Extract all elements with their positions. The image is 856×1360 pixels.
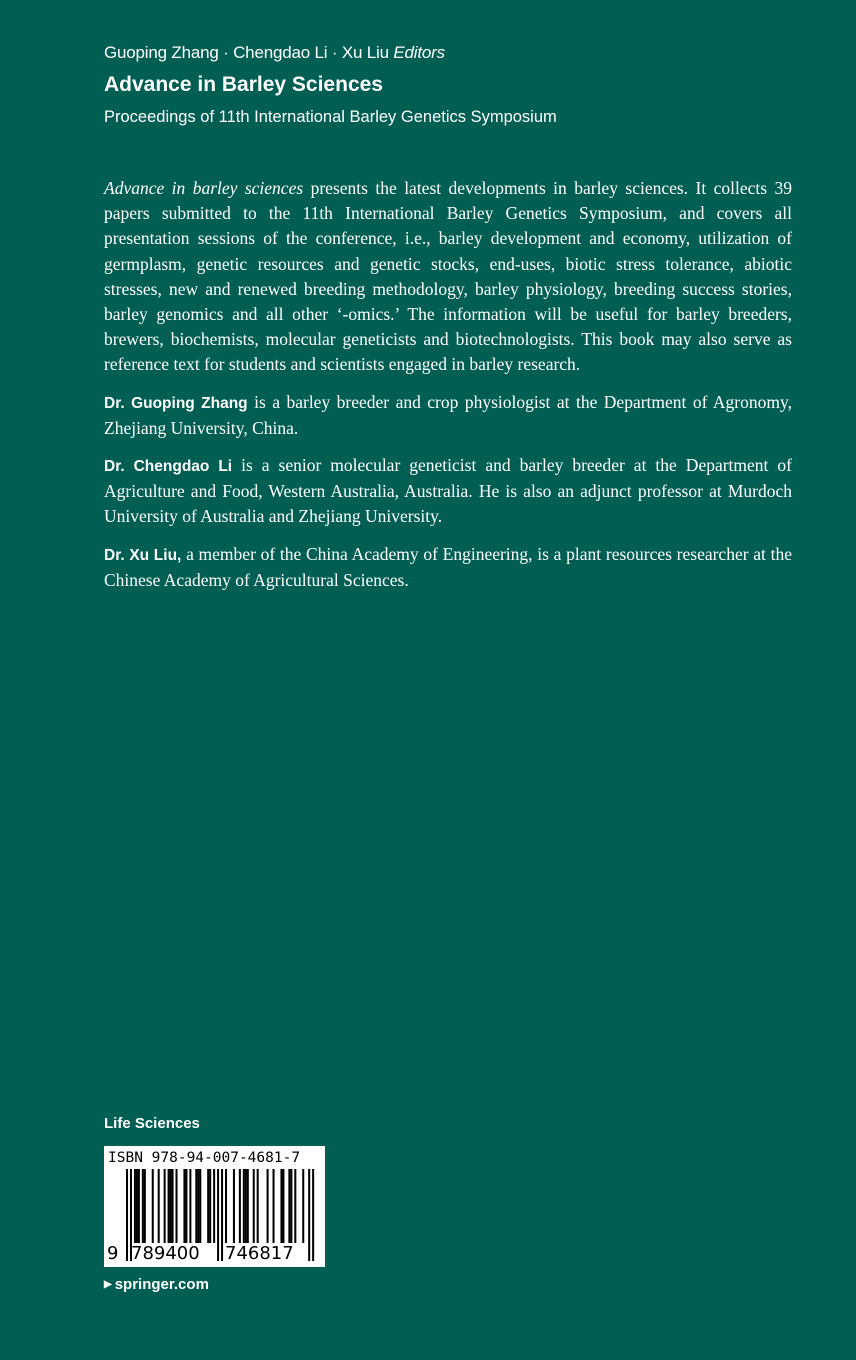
barcode-bar xyxy=(239,1169,241,1243)
barcode-bar xyxy=(247,1169,249,1243)
bio-text: a member of the China Academy of Engineering, is a plant resources researcher at the Chinese Academy of Agricultural Sciences. xyxy=(104,543,792,590)
barcode-bar xyxy=(312,1169,314,1261)
bio-name: Dr. Chengdao Li xyxy=(104,458,233,476)
barcode-bar xyxy=(257,1169,259,1243)
barcode-bar xyxy=(245,1169,247,1243)
barcode-bar xyxy=(172,1169,174,1243)
isbn-label: ISBN 978-94-007-4681-7 xyxy=(108,1150,301,1166)
barcode-bar xyxy=(207,1169,209,1243)
editors-role: Editors xyxy=(393,43,445,62)
barcode-bar xyxy=(294,1169,296,1243)
header xyxy=(104,42,557,128)
barcode-bar xyxy=(189,1169,191,1243)
barcode-bar xyxy=(170,1169,172,1243)
website-text: springer.com xyxy=(114,1276,209,1293)
barcode-bar xyxy=(176,1169,178,1243)
barcode-bar xyxy=(221,1169,223,1261)
barcode-bar xyxy=(142,1169,144,1243)
website-link[interactable] xyxy=(104,1276,209,1293)
subject-category: Life Sciences xyxy=(104,1115,200,1132)
barcode-bar xyxy=(302,1169,304,1243)
barcode-bar xyxy=(288,1169,290,1243)
barcode-bar xyxy=(290,1169,292,1243)
barcode-bar xyxy=(217,1169,219,1261)
barcode-bar xyxy=(282,1169,284,1243)
book-title: Advance in Barley Sciences xyxy=(104,73,383,96)
bio-paragraph-li xyxy=(104,453,792,530)
description-text: presents the latest developments in barley sciences. It collects 39 papers submitted to the 11th International Barley Genetics Symposium, and covers all presentation sessions of the conference, i.e., barley development and economy, utilization of germplasm, genetic resources and genetic stocks, end-uses, biotic stress tolerance, abiotic stresses, new and renewed breeding methodology, barley physiology, breeding success stories, barley genomics and all other ‘-omics.’ The information will be useful for barley breeders, brewers, biochemists, molecular geneticists and biotechnologists. This book may also serve as reference text for students and scientists engaged in barley research. xyxy=(104,178,792,375)
barcode-bar xyxy=(152,1169,154,1243)
barcode-bar xyxy=(183,1169,185,1243)
barcode-bar xyxy=(185,1169,187,1243)
arrow-right-icon: ▶ xyxy=(104,1279,112,1290)
editors-names: Guoping Zhang · Chengdao Li · Xu Liu xyxy=(104,43,389,62)
barcode-bar xyxy=(126,1169,128,1261)
barcode-bar xyxy=(267,1169,269,1243)
barcode-bar xyxy=(280,1169,282,1243)
barcode-bar xyxy=(197,1169,199,1243)
barcode-bar xyxy=(213,1169,215,1243)
barcode-bar xyxy=(233,1169,235,1243)
barcode-bar xyxy=(164,1169,166,1243)
barcode-bar xyxy=(195,1169,197,1243)
description-title: Advance in barley sciences xyxy=(104,178,304,198)
barcode-bar xyxy=(134,1169,136,1243)
barcode-bar xyxy=(225,1169,227,1243)
isbn-barcode xyxy=(104,1146,325,1267)
barcode-digits-left: 789400 xyxy=(131,1243,200,1264)
editors-line xyxy=(104,42,557,64)
book-subtitle: Proceedings of 11th International Barley Genetics Symposium xyxy=(104,108,557,126)
barcode-bar xyxy=(209,1169,211,1243)
barcode-bar xyxy=(199,1169,201,1243)
barcode-bar xyxy=(144,1169,146,1243)
barcode-bar xyxy=(308,1169,310,1261)
barcode-lead-digit: 9 xyxy=(107,1243,119,1264)
barcode-digits-right: 746817 xyxy=(225,1243,294,1264)
barcode-graphic xyxy=(104,1146,325,1267)
description-paragraph xyxy=(104,176,792,378)
barcode-bar xyxy=(273,1169,275,1243)
bio-paragraph-zhang xyxy=(104,390,792,441)
bio-name: Dr. Guoping Zhang xyxy=(104,394,248,412)
bio-text: is a barley breeder and crop physiologist at the Department of Agronomy, Zhejiang University, China. xyxy=(104,391,792,438)
barcode-bar xyxy=(158,1169,160,1243)
barcode-bar xyxy=(168,1169,170,1243)
barcode-bar xyxy=(138,1169,140,1243)
bio-name: Dr. Xu Liu, xyxy=(104,546,182,564)
bio-paragraph-liu xyxy=(104,542,792,593)
back-cover-text xyxy=(104,176,792,605)
barcode-bar xyxy=(243,1169,245,1243)
barcode-bar xyxy=(136,1169,138,1243)
barcode-bar xyxy=(253,1169,255,1243)
bio-text: is a senior molecular geneticist and barley breeder at the Department of Agriculture and Food, Western Australia, Australia. He is also an adjunct professor at Murdoch University of Australia and Zhejiang University. xyxy=(104,455,792,527)
